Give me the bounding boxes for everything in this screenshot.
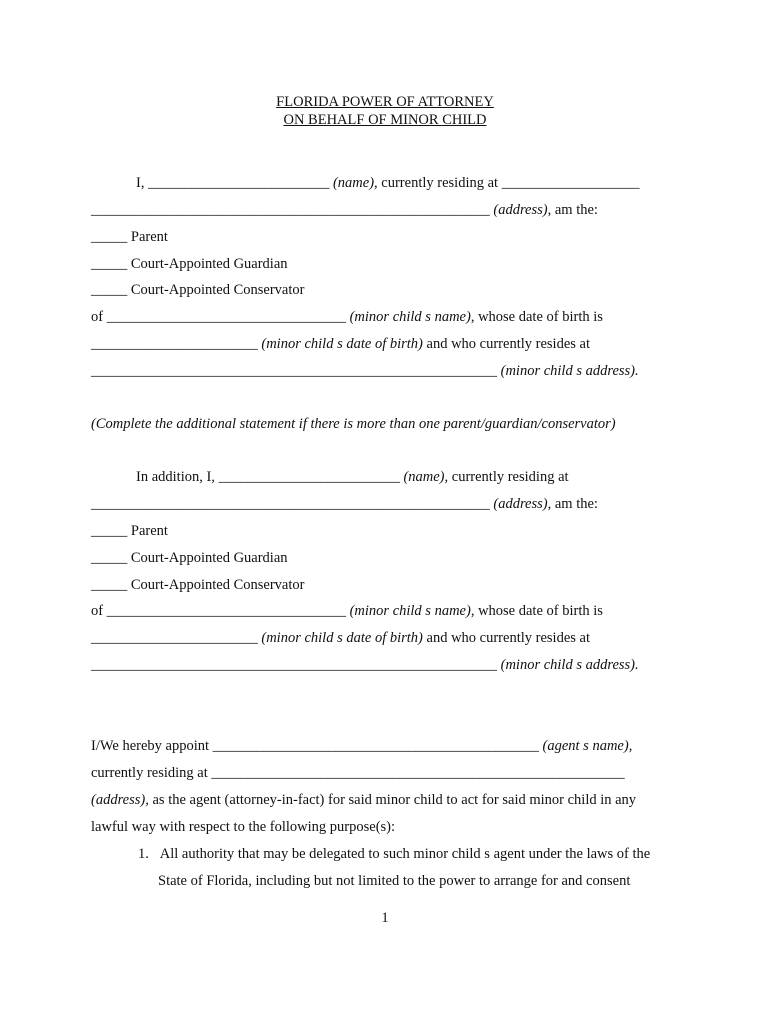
s2-child-name-blank[interactable]: _________________________________ [106,603,346,619]
s1-declarant-line: I, _________________________ (name), currently residing at ___________________ [136,175,640,191]
s1-option-parent[interactable]: _____ Parent [91,229,168,245]
s2-child-name-line: of _________________________________ (minor child s name), whose date of birth is [91,603,603,619]
s1-child-address-line: ________________________________________________________ (minor child s address). [91,363,639,379]
agent-address-blank[interactable]: _________________________________________________________ [211,765,625,781]
purpose-item-1-number: 1. [138,846,149,862]
page-number: 1 [381,910,389,926]
s2-option-conservator[interactable]: _____ Court-Appointed Conservator [91,577,305,593]
s2-option-parent[interactable]: _____ Parent [91,523,168,539]
s2-child-dob-blank[interactable]: _______________________ [91,630,258,646]
s1-option-conservator[interactable]: _____ Court-Appointed Conservator [91,282,305,298]
document-title-line1: FLORIDA POWER OF ATTORNEY [276,94,494,110]
appoint-agent-line: I/We hereby appoint _____________________________________________ (agent s name), [91,738,633,754]
s1-option-guardian[interactable]: _____ Court-Appointed Guardian [91,256,288,272]
s1-address-line: _______________________________________________________ (address), am the: [91,202,598,218]
s2-option-guardian[interactable]: _____ Court-Appointed Guardian [91,550,288,566]
agent-role-line: (address), as the agent (attorney-in-fact) for said minor child to act for said minor child in any [91,792,637,808]
s1-name-blank[interactable]: _________________________ [148,175,330,191]
agent-residence-line: currently residing at _________________________________________________________ [91,765,625,781]
purpose-item-1-line2: State of Florida, including but not limited to the power to arrange for and consent [158,873,631,889]
s1-child-name-blank[interactable]: _________________________________ [106,309,346,325]
s1-address-blank[interactable]: _______________________________________________________ [91,202,490,218]
s2-address-blank[interactable]: _______________________________________________________ [91,496,490,512]
additional-statement-note: (Complete the additional statement if there is more than one parent/guardian/conservator) [91,416,616,432]
s1-child-name-line: of _________________________________ (minor child s name), whose date of birth is [91,309,603,325]
s1-residence-blank[interactable]: ___________________ [501,175,640,191]
s2-child-dob-line: _______________________ (minor child s date of birth) and who currently resides at [91,630,590,646]
agent-name-blank[interactable]: _____________________________________________ [212,738,539,754]
purpose-intro-line: lawful way with respect to the following purpose(s): [91,819,396,835]
s1-child-dob-line: _______________________ (minor child s date of birth) and who currently resides at [91,336,590,352]
s2-name-blank[interactable]: _________________________ [218,469,400,485]
purpose-item-1-line1: 1. All authority that may be delegated to such minor child s agent under the laws of the [138,846,651,862]
s2-declarant-line: In addition, I, _________________________ (name), currently residing at [136,469,569,485]
s2-child-address-blank[interactable]: ________________________________________________________ [91,657,497,673]
s2-child-address-line: ________________________________________________________ (minor child s address). [91,657,639,673]
s2-address-line: _______________________________________________________ (address), am the: [91,496,598,512]
s1-child-address-blank[interactable]: ________________________________________________________ [91,363,497,379]
s1-child-dob-blank[interactable]: _______________________ [91,336,258,352]
document-title-line2: ON BEHALF OF MINOR CHILD [283,112,487,128]
